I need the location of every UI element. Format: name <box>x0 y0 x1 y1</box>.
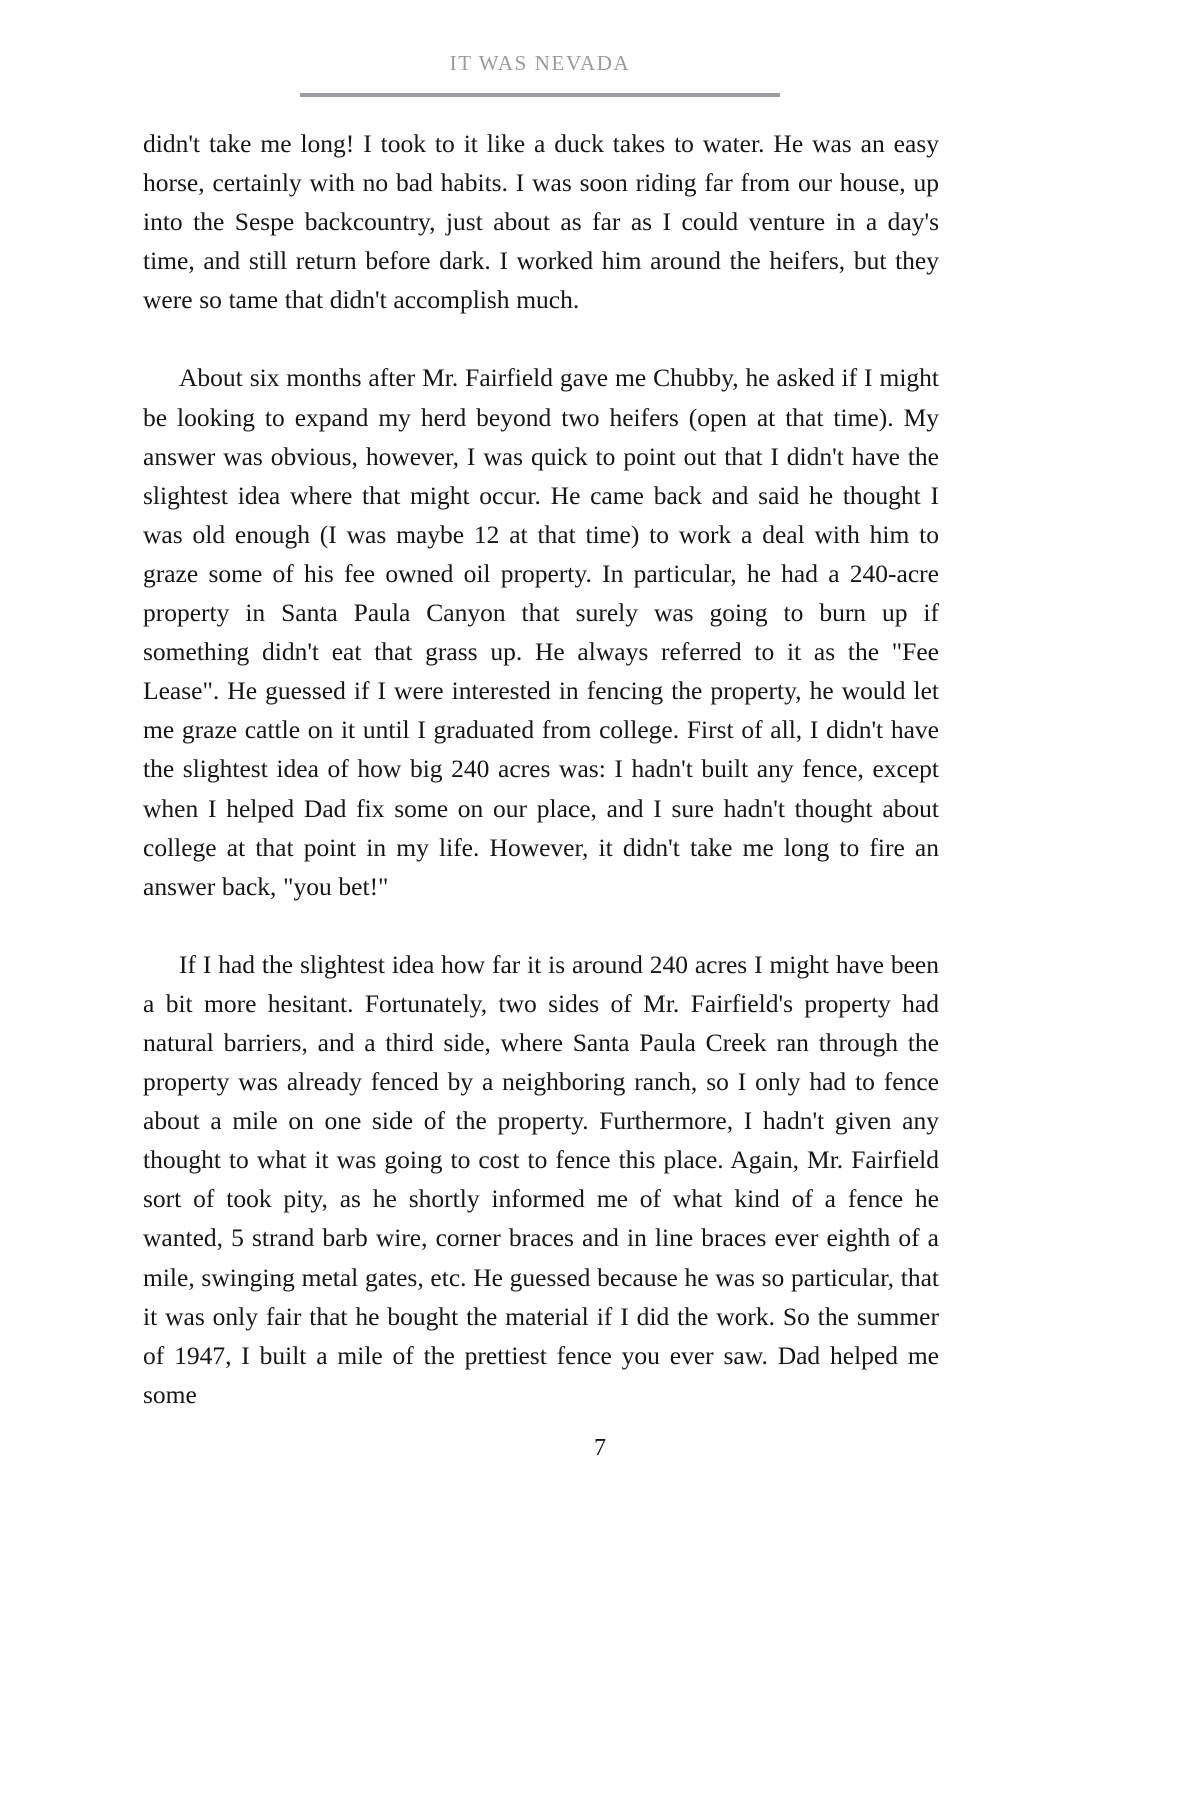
body-paragraph: About six months after Mr. Fairfield gave me Chubby, he asked if I might be looking to expand my herd beyond two heifers (open at that time). My answer was obvious, however, I was quick to point out that I didn't have the slightest idea where that might occur. He came back and said he thought I was old enough (I was maybe 12 at that time) to work a deal with him to graze some of his fee owned oil property. In particular, he had a 240-acre property in Santa Paula Canyon that surely was going to burn up if something didn't eat that grass up. He always referred to it as the "Fee Lease". He guessed if I were interested in fencing the property, he would let me graze cattle on it until I graduated from college. First of all, I didn't have the slightest idea of how big 240 acres was: I hadn't built any fence, except when I helped Dad fix some on our place, and I sure hadn't thought about college at that point in my life. However, it didn't take me long to fire an answer back, "you bet!" <box>143 363 939 901</box>
body-paragraph: didn't take me long! I took to it like a duck takes to water. He was an easy horse, certainly with no bad habits. I was soon riding far from our house, up into the Sespe backcountry, just about as far as I could venture in a day's time, and still return before dark. I worked him around the heifers, but they were so tame that didn't accomplish much. <box>143 129 939 315</box>
header-divider-rule <box>300 93 780 97</box>
body-paragraph: If I had the slightest idea how far it is around 240 acres I might have been a bit more hesitant. Fortunately, two sides of Mr. Fairfield's property had natural barriers, and a third side, where Santa Paula Creek ran through the property was already fenced by a neighboring ranch, so I only had to fence about a mile on one side of the property. Furthermore, I hadn't given any thought to what it was going to cost to fence this place. Again, Mr. Fairfield sort of took pity, as he shortly informed me of what kind of a fence he wanted, 5 strand barb wire, corner braces and in line braces ever eighth of a mile, swinging metal gates, etc. He guessed because he was so particular, that it was only fair that he bought the material if I did the work. So the summer of 1947, I built a mile of the prettiest fence you ever saw. Dad helped me some <box>143 949 939 1409</box>
running-header-title: IT WAS NEVADA <box>449 51 631 75</box>
page-number: 7 <box>594 1435 606 1461</box>
body-text-block <box>143 124 939 1414</box>
running-header <box>300 52 780 75</box>
